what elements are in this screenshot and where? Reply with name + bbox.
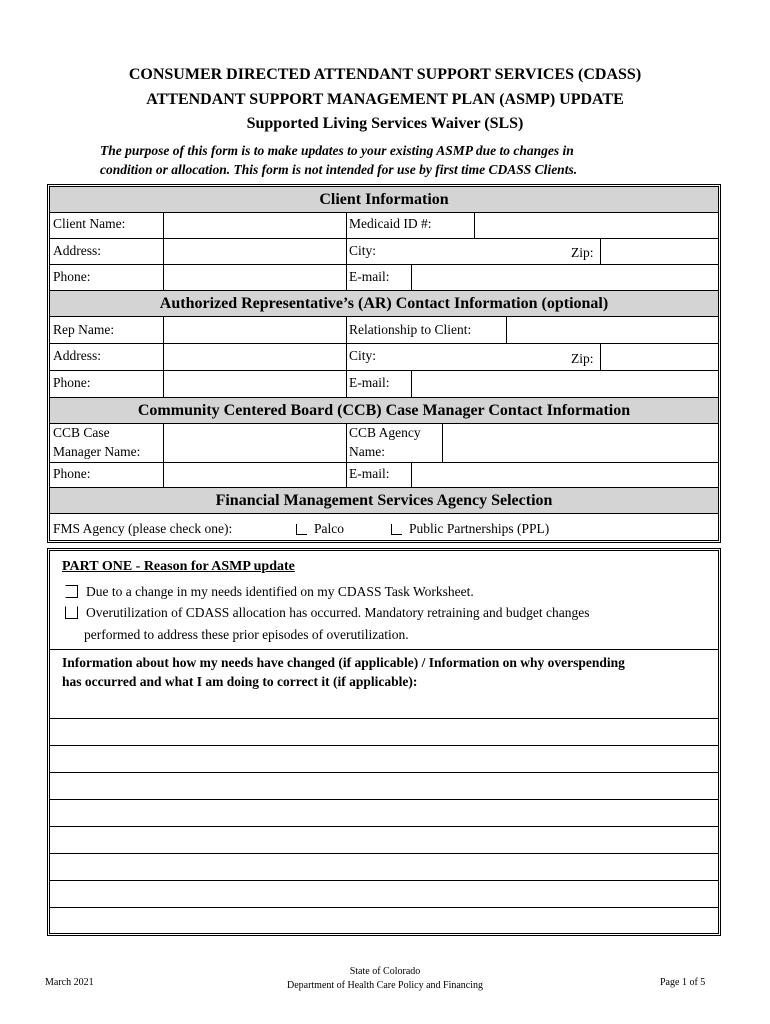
ccb-agency-label-1: CCB Agency [349,425,421,440]
form-title-line-2: ATTENDANT SUPPORT MANAGEMENT PLAN (ASMP) UPDATE [146,91,624,108]
rep-email-field[interactable] [411,371,718,397]
rep-zip-field[interactable] [600,344,718,370]
ccb-email-field[interactable] [411,463,718,487]
reason-2-label-continued: performed to address these prior episodes of overutilization. [84,627,409,642]
client-email-label: E-mail: [349,269,390,284]
client-address-label: Address: [53,243,101,258]
client-phone-field[interactable] [163,265,347,290]
reason-1-checkbox-icon[interactable] [65,585,78,598]
info-form-box [47,184,721,543]
ccb-agency-name-field[interactable] [442,424,718,462]
fms-heading: Financial Management Services Agency Selection [50,488,718,513]
rep-city-field[interactable] [390,344,565,370]
rep-phone-label: Phone: [53,375,91,390]
medicaid-id-label: Medicaid ID #: [349,216,432,231]
ar-info-heading: Authorized Representative’s (AR) Contact Information (optional) [50,291,718,316]
ccb-manager-label-1: CCB Case [53,425,110,440]
client-zip-field[interactable] [600,239,718,264]
info-text-line-4[interactable] [50,773,718,799]
info-text-line-1[interactable] [50,691,718,717]
info-prompt-line-2: has occurred and what I am doing to correct it (if applicable): [62,674,418,689]
footer-state: State of Colorado [349,966,421,977]
intro-line-2: condition or allocation. This form is not intended for use by first time CDASS Clients. [100,162,578,177]
info-text-line-9[interactable] [50,908,718,933]
reason-option-2[interactable] [65,604,589,622]
intro-line-1: The purpose of this form is to make updates to your existing ASMP due to changes in [100,143,574,158]
rep-city-label: City: [349,348,377,363]
rep-zip-label: Zip: [571,351,594,366]
form-title-line-1: CONSUMER DIRECTED ATTENDANT SUPPORT SERVICES (CDASS) [128,66,642,83]
rep-name-label: Rep Name: [53,322,115,337]
form-subtitle: Supported Living Services Waiver (SLS) [246,115,524,132]
reason-2-checkbox-icon[interactable] [65,606,78,619]
rep-address-field[interactable] [163,344,347,370]
ppl-checkbox-icon[interactable] [391,524,402,535]
rep-name-field[interactable] [163,317,347,343]
ppl-label: Public Partnerships (PPL) [409,521,550,536]
relationship-label: Relationship to Client: [349,322,472,337]
reason-2-label: Overutilization of CDASS allocation has occurred. Mandatory retraining and budget changes [86,605,590,620]
info-text-line-7[interactable] [50,854,718,880]
fms-option-ppl[interactable] [391,520,549,538]
client-phone-label: Phone: [53,269,91,284]
footer-department: Department of Health Care Policy and Financing [286,980,484,991]
ccb-phone-field[interactable] [163,463,347,487]
client-name-label: Client Name: [53,216,126,231]
medicaid-id-field[interactable] [474,213,718,238]
info-text-line-6[interactable] [50,827,718,853]
footer-date: March 2021 [45,977,94,988]
palco-checkbox-icon[interactable] [296,524,307,535]
fms-option-palco[interactable] [296,520,344,538]
ccb-agency-label-2: Name: [349,444,385,459]
fms-agency-label: FMS Agency (please check one): [53,521,233,536]
reason-option-1[interactable] [65,583,474,601]
part-one-box [47,548,721,936]
client-city-field[interactable] [390,239,565,264]
client-city-label: City: [349,243,377,258]
reason-1-label: Due to a change in my needs identified on my CDASS Task Worksheet. [86,584,474,599]
rep-address-label: Address: [53,348,101,363]
ccb-info-heading: Community Centered Board (CCB) Case Manager Contact Information [50,398,718,423]
rep-email-label: E-mail: [349,375,390,390]
ccb-manager-label-2: Manager Name: [53,444,141,459]
footer-page-number: Page 1 of 5 [660,977,706,988]
relationship-field[interactable] [506,317,718,343]
info-text-line-2[interactable] [50,719,718,745]
ccb-manager-name-field[interactable] [163,424,347,462]
client-email-field[interactable] [411,265,718,290]
palco-label: Palco [314,521,344,536]
ccb-email-label: E-mail: [349,466,390,481]
client-zip-label: Zip: [571,245,594,260]
part-one-heading: PART ONE - Reason for ASMP update [62,559,295,574]
info-text-line-5[interactable] [50,800,718,826]
info-text-line-8[interactable] [50,881,718,907]
ccb-phone-label: Phone: [53,466,91,481]
rep-phone-field[interactable] [163,371,347,397]
info-prompt-line-1: Information about how my needs have changed (if applicable) / Information on why overspending [62,655,625,670]
client-address-field[interactable] [163,239,347,264]
client-info-heading: Client Information [50,187,718,212]
info-text-line-3[interactable] [50,746,718,772]
client-name-field[interactable] [163,213,347,238]
